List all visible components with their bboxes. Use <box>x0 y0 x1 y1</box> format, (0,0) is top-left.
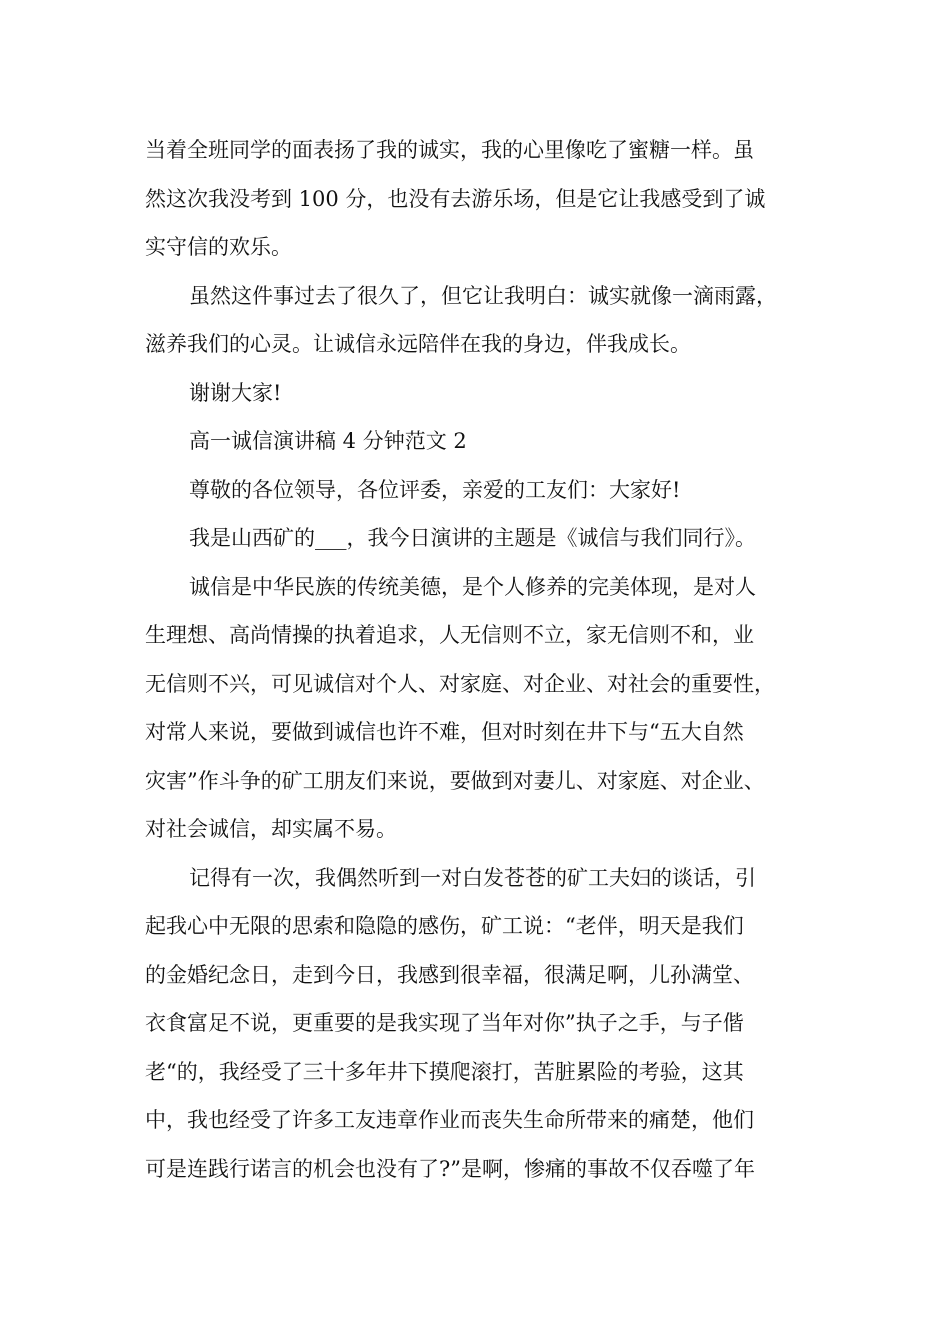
text-line: 灾害”作斗争的矿工朋友们来说，要做到对妻儿、对家庭、对企业、 <box>145 768 765 793</box>
text-line: 虽然这件事过去了很久了，但它让我明白：诚实就像一滴雨露， <box>189 283 777 308</box>
text-line: 谢谢大家! <box>189 380 282 405</box>
text-line: 中，我也经受了许多工友违章作业而丧失生命所带来的痛楚，他们 <box>145 1108 754 1132</box>
text-line: 当着全班同学的面表扬了我的诚实，我的心里像吃了蜜糖一样。虽 <box>145 138 754 162</box>
text-line: 然这次我没考到 100 分，也没有去游乐场，但是它让我感受到了诚 <box>145 186 766 211</box>
text-line: 诚信是中华民族的传统美德，是个人修养的完美体现，是对人 <box>189 574 756 599</box>
text-line: 记得有一次，我偶然听到一对白发苍苍的矿工夫妇的谈话，引 <box>189 865 756 890</box>
text-line: 生理想、高尚情操的执着追求，人无信则不立，家无信则不和，业 <box>145 623 754 647</box>
text-line: 实守信的欢乐。 <box>145 235 292 259</box>
text-line: 可是连践行诺言的机会也没有了?”是啊，惨痛的事故不仅吞噬了年 <box>145 1156 755 1181</box>
text-line: 衣食富足不说，更重要的是我实现了当年对你”执子之手，与子偕 <box>145 1011 744 1035</box>
text-line: 对常人来说，要做到诚信也许不难，但对时刻在井下与“五大自然 <box>145 720 744 744</box>
text-line: 滋养我们的心灵。让诚信永远陪伴在我的身边，伴我成长。 <box>145 332 691 356</box>
text-line: 尊敬的各位领导，各位评委，亲爱的工友们：大家好! <box>189 477 681 502</box>
section-heading: 高一诚信演讲稿 4 分钟范文 2 <box>189 429 467 453</box>
text-line: 老“的，我经受了三十多年井下摸爬滚打，苦脏累险的考验，这其 <box>145 1059 744 1084</box>
text-line: 起我心中无限的思索和隐隐的感伤，矿工说：“老伴，明天是我们 <box>145 914 744 938</box>
text-line: 的金婚纪念日，走到今日，我感到很幸福，很满足啊，儿孙满堂、 <box>145 962 754 987</box>
document-body <box>145 126 825 1193</box>
text-line: 我是山西矿的___，我今日演讲的主题是《诚信与我们同行》。 <box>189 526 756 550</box>
text-line: 无信则不兴，可见诚信对个人、对家庭、对企业、对社会的重要性， <box>145 671 775 696</box>
text-line: 对社会诚信，却实属不易。 <box>145 817 397 841</box>
